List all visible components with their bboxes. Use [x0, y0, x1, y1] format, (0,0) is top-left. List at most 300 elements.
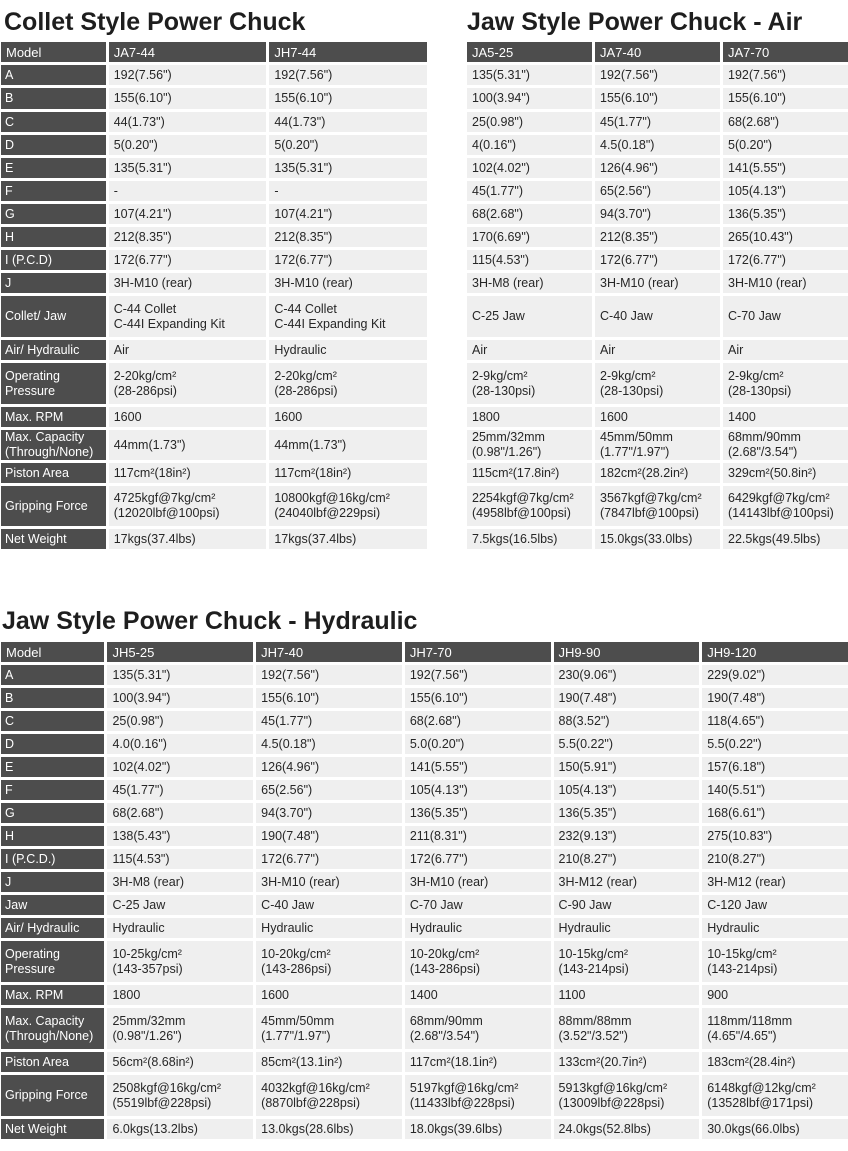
cell-text-line: 170(6.69") — [472, 229, 530, 244]
table-cell — [107, 872, 253, 892]
table-cell — [405, 985, 551, 1005]
cell-text-line: 3H-M10 (rear) — [113, 275, 193, 290]
row-label — [1, 849, 104, 869]
cell-text-line: 155(6.10") — [113, 91, 172, 105]
table-cell — [702, 849, 848, 869]
cell-text-line: F — [5, 183, 13, 198]
cell-text-line: 17kgs(37.4lbs) — [274, 531, 357, 546]
cell-text-line: 45(1.77") — [112, 782, 164, 797]
table-cell — [723, 363, 848, 404]
table-cell — [554, 918, 700, 938]
table-cell — [107, 1052, 253, 1072]
cell-text-line: 155(6.10") — [274, 91, 333, 105]
table-cell — [702, 1052, 848, 1072]
cell-text-line: 3H-M10 (rear) — [261, 874, 340, 889]
cell-text-line: (143-357psi) — [112, 961, 183, 976]
table-row — [467, 158, 848, 178]
cell-text-line: 68(2.68") — [112, 805, 164, 820]
table-cell — [467, 112, 592, 132]
table-cell — [256, 757, 402, 777]
table-cell — [554, 688, 700, 708]
table-cell — [702, 757, 848, 777]
table-row — [1, 273, 427, 293]
table-cell — [467, 250, 592, 270]
cell-text-line: 4.5(0.18") — [600, 137, 655, 152]
table-cell — [256, 803, 402, 823]
table-cell — [554, 985, 700, 1005]
table-cell — [595, 296, 720, 337]
table-row — [1, 849, 848, 869]
cell-text-line: 100(3.94") — [112, 690, 171, 705]
table-row — [1, 734, 848, 754]
cell-text-line: 192(7.56") — [113, 67, 172, 82]
cell-text-line: Max. Capacity — [5, 430, 85, 444]
row-label — [1, 1075, 104, 1116]
cell-text-line: F — [5, 782, 13, 797]
cell-text-line: 155(6.10") — [261, 690, 320, 705]
table-row — [1, 88, 427, 109]
table-cell — [554, 803, 700, 823]
row-label — [1, 734, 104, 754]
table-cell — [109, 340, 267, 360]
cell-text-line: (28-130psi) — [600, 383, 664, 398]
table-cell — [107, 665, 253, 685]
table-row — [1, 135, 427, 155]
cell-text-line: H — [5, 828, 15, 843]
cell-text-line: (11433lbf@228psi) — [409, 1095, 515, 1110]
table-cell — [554, 826, 700, 846]
cell-text-line: 45(1.77") — [261, 713, 313, 728]
cell-text-line: 5.5(0.22") — [707, 736, 762, 751]
table-cell — [269, 463, 427, 483]
table-row — [467, 463, 848, 483]
model-column-header: JH5-25 — [107, 642, 253, 662]
cell-text-line: (143-286psi) — [409, 961, 481, 976]
table-cell — [723, 529, 848, 549]
table-cell — [595, 135, 720, 155]
cell-text-line: Pressure — [5, 383, 56, 398]
cell-text-line: 5.0(0.20") — [409, 736, 465, 751]
table-cell — [723, 273, 848, 293]
cell-text-line: Pressure — [5, 961, 56, 976]
cell-text-line: 3H-M8 (rear) — [472, 275, 544, 290]
cell-text-line: Operating — [5, 368, 60, 383]
table-cell — [702, 985, 848, 1005]
cell-text-line: 192(7.56") — [261, 667, 320, 682]
row-label — [1, 463, 106, 483]
cell-text-line: 5(0.20") — [113, 137, 158, 152]
model-column-header: JH9-120 — [702, 642, 848, 662]
cell-text-line: 232(9.13") — [558, 828, 617, 843]
cell-text-line: 3H-M12 (rear) — [558, 874, 638, 889]
cell-text-line: 15.0kgs(33.0lbs) — [600, 531, 693, 546]
cell-text-line: 3H-M10 (rear) — [274, 275, 353, 290]
table-cell — [702, 895, 848, 915]
table-cell — [405, 849, 551, 869]
table-cell — [405, 803, 551, 823]
table-cell — [723, 65, 848, 85]
table-cell — [723, 430, 848, 460]
air-section-title: Jaw Style Power Chuck - Air — [467, 8, 803, 36]
table-cell — [256, 941, 402, 982]
table-cell — [107, 1075, 253, 1116]
cell-text-line: Hydraulic — [261, 920, 314, 935]
cell-text-line: J — [5, 275, 12, 290]
cell-text-line: 30.0kgs(66.0lbs) — [707, 1121, 800, 1136]
cell-text-line: (Through/None) — [5, 1028, 94, 1043]
table-cell — [467, 181, 592, 201]
cell-text-line: (143-214psi) — [707, 961, 778, 976]
cell-text-line: 68(2.68") — [728, 114, 779, 129]
cell-text-line: 1100 — [558, 987, 586, 1002]
table-cell — [405, 1119, 551, 1139]
table-header-row — [1, 642, 848, 662]
table-cell — [702, 734, 848, 754]
table-cell — [107, 688, 253, 708]
table-row — [467, 407, 848, 427]
cell-text-line: Air/ Hydraulic — [5, 342, 80, 357]
cell-text-line: C — [5, 713, 15, 728]
cell-text-line: Hydraulic — [274, 342, 327, 357]
cell-text-line: Collet/ Jaw — [5, 309, 67, 323]
table-cell — [702, 826, 848, 846]
table-cell — [405, 780, 551, 800]
collet-spec-table — [0, 39, 430, 552]
row-label — [1, 65, 106, 85]
table-cell — [554, 1008, 700, 1049]
cell-text-line: Piston Area — [5, 465, 69, 480]
cell-text-line: 210(8.27") — [707, 851, 766, 866]
row-label — [1, 204, 106, 224]
cell-text-line: 17kgs(37.4lbs) — [113, 531, 196, 546]
cell-text-line: 10-15kg/cm² — [558, 946, 629, 961]
table-cell — [702, 688, 848, 708]
cell-text-line: 141(5.55") — [728, 160, 786, 175]
table-row — [467, 340, 848, 360]
table-cell — [554, 711, 700, 731]
table-cell — [109, 463, 267, 483]
table-cell — [109, 296, 267, 337]
table-cell — [107, 711, 253, 731]
table-row — [1, 985, 848, 1005]
model-column-header: JH9-90 — [554, 642, 700, 662]
cell-text-line: 5(0.20") — [728, 137, 773, 152]
cell-text-line: 192(7.56") — [600, 67, 658, 82]
cell-text-line: 115(4.53") — [112, 851, 170, 866]
table-row — [1, 296, 427, 337]
table-cell — [467, 296, 592, 337]
table-cell — [595, 486, 720, 526]
cell-text-line: 88mm/88mm — [558, 1013, 632, 1028]
cell-text-line: C-40 Jaw — [261, 897, 314, 912]
table-cell — [107, 849, 253, 869]
cell-text-line: D — [5, 137, 15, 152]
cell-text-line: 5(0.20") — [274, 137, 319, 152]
cell-text-line: C-70 Jaw — [409, 897, 463, 912]
row-label — [1, 340, 106, 360]
cell-text-line: 6.0kgs(13.2lbs) — [112, 1121, 198, 1136]
table-cell — [554, 941, 700, 982]
cell-text-line: (Through/None) — [5, 445, 94, 459]
cell-text-line: (3.52"/3.52") — [558, 1028, 628, 1043]
table-cell — [723, 204, 848, 224]
cell-text-line: 135(5.31") — [274, 160, 333, 175]
cell-text-line: 172(6.77") — [728, 252, 786, 267]
table-cell — [109, 65, 267, 85]
table-row — [1, 780, 848, 800]
table-cell — [467, 407, 592, 427]
table-cell — [467, 340, 592, 360]
table-cell — [107, 780, 253, 800]
table-cell — [109, 135, 267, 155]
table-row — [1, 688, 848, 708]
cell-text-line: (5519lbf@228psi) — [112, 1095, 212, 1110]
table-cell — [269, 65, 427, 85]
cell-text-line: 230(9.06") — [558, 667, 617, 682]
cell-text-line: 44(1.73") — [113, 114, 165, 129]
table-cell — [554, 757, 700, 777]
cell-text-line: (2.68"/3.54") — [409, 1028, 480, 1043]
cell-text-line: 190(7.48") — [707, 690, 766, 705]
table-row — [467, 135, 848, 155]
row-label — [1, 112, 106, 132]
cell-text-line: C — [5, 114, 15, 129]
cell-text-line: (0.98"/1.26") — [112, 1028, 182, 1043]
cell-text-line: 150(5.91") — [558, 759, 617, 774]
cell-text-line: 1800 — [472, 409, 500, 424]
cell-text-line: 172(6.77") — [409, 851, 468, 866]
cell-text-line: 133cm²(20.7in²) — [558, 1054, 647, 1069]
table-row — [467, 112, 848, 132]
row-label — [1, 711, 104, 731]
cell-text-line: 172(6.77") — [261, 851, 320, 866]
cell-text-line: 6148kgf@12kg/cm² — [707, 1080, 816, 1095]
table-cell — [109, 181, 267, 201]
table-row — [1, 430, 427, 460]
cell-text-line: 126(4.96") — [261, 759, 320, 774]
table-row — [467, 65, 848, 85]
cell-text-line: 135(5.31") — [112, 667, 171, 682]
cell-text-line: 44(1.73") — [274, 114, 326, 129]
row-label — [1, 872, 104, 892]
table-cell — [107, 985, 253, 1005]
table-cell — [109, 227, 267, 247]
row-label — [1, 1119, 104, 1139]
cell-text-line: 102(4.02") — [112, 759, 171, 774]
table-cell — [723, 340, 848, 360]
cell-text-line: G — [5, 805, 15, 820]
table-row — [1, 1119, 848, 1139]
table-cell — [554, 1119, 700, 1139]
cell-text-line: C-90 Jaw — [558, 897, 612, 912]
cell-text-line: 3H-M8 (rear) — [112, 874, 185, 889]
cell-text-line: 2-20kg/cm² — [274, 368, 337, 383]
cell-text-line: (1.77"/1.97") — [600, 445, 670, 459]
row-label — [1, 688, 104, 708]
cell-text-line: Air — [472, 342, 488, 357]
cell-text-line: 136(5.35") — [409, 805, 468, 820]
cell-text-line: 136(5.35") — [558, 805, 617, 820]
cell-text-line: (4.65"/4.65") — [707, 1028, 777, 1043]
cell-text-line: 172(6.77") — [113, 252, 172, 267]
table-cell — [256, 895, 402, 915]
row-label — [1, 363, 106, 404]
table-cell — [269, 112, 427, 132]
table-cell — [107, 918, 253, 938]
cell-text-line: 10-20kg/cm² — [409, 946, 480, 961]
table-row — [1, 204, 427, 224]
cell-text-line: 275(10.83") — [707, 828, 773, 843]
table-row — [1, 895, 848, 915]
cell-text-line: Net Weight — [5, 1121, 67, 1136]
cell-text-line: (12020lbf@100psi) — [113, 506, 220, 520]
cell-text-line: C-25 Jaw — [112, 897, 166, 912]
cell-text-line: Net Weight — [5, 531, 67, 546]
table-cell — [723, 158, 848, 178]
cell-text-line: 10-20kg/cm² — [261, 946, 331, 961]
cell-text-line: 4.5(0.18") — [261, 736, 316, 751]
table-cell — [702, 872, 848, 892]
cell-text-line: 135(5.31") — [113, 160, 172, 175]
cell-text-line: (7847lbf@100psi) — [600, 506, 699, 520]
table-cell — [467, 529, 592, 549]
cell-text-line: C-44 Collet — [274, 301, 337, 316]
cell-text-line: 3H-M12 (rear) — [707, 874, 786, 889]
cell-text-line: D — [5, 736, 15, 751]
cell-text-line: 105(4.13") — [558, 782, 617, 797]
table-row — [1, 486, 427, 526]
table-cell — [269, 340, 427, 360]
cell-text-line: 18.0kgs(39.6lbs) — [409, 1121, 503, 1136]
table-cell — [256, 1119, 402, 1139]
table-cell — [256, 849, 402, 869]
table-cell — [467, 273, 592, 293]
row-label — [1, 135, 106, 155]
air-spec-table — [464, 39, 848, 552]
table-cell — [702, 1008, 848, 1049]
cell-text-line: 126(4.96") — [600, 160, 658, 175]
table-cell — [595, 250, 720, 270]
cell-text-line: Piston Area — [5, 1054, 69, 1069]
cell-text-line: 155(6.10") — [600, 91, 658, 105]
table-cell — [256, 826, 402, 846]
cell-text-line: 24.0kgs(52.8lbs) — [558, 1121, 651, 1136]
cell-text-line: Gripping Force — [5, 498, 88, 513]
cell-text-line: (28-286psi) — [113, 383, 177, 398]
table-row — [1, 1075, 848, 1116]
table-cell — [256, 918, 402, 938]
table-cell — [723, 181, 848, 201]
cell-text-line: H — [5, 229, 15, 244]
table-cell — [107, 803, 253, 823]
cell-text-line: C-40 Jaw — [600, 309, 653, 323]
model-column-header: JH7-40 — [256, 642, 402, 662]
cell-text-line: 94(3.70") — [261, 805, 313, 820]
row-label — [1, 250, 106, 270]
cell-text-line: 107(4.21") — [113, 206, 172, 221]
cell-text-line: 172(6.77") — [274, 252, 333, 267]
cell-text-line: J — [5, 874, 12, 889]
row-label — [1, 181, 106, 201]
table-cell — [405, 895, 551, 915]
cell-text-line: 10-25kg/cm² — [112, 946, 182, 961]
model-column-header: JA5-25 — [467, 42, 592, 62]
table-cell — [256, 1052, 402, 1072]
cell-text-line: 168(6.61") — [707, 805, 766, 820]
table-cell — [405, 872, 551, 892]
table-cell — [107, 757, 253, 777]
table-cell — [405, 688, 551, 708]
table-cell — [109, 430, 267, 460]
row-label — [1, 158, 106, 178]
table-cell — [107, 1119, 253, 1139]
table-cell — [269, 250, 427, 270]
cell-text-line: (24040lbf@229psi) — [274, 506, 381, 520]
table-cell — [554, 665, 700, 685]
table-row — [1, 665, 848, 685]
table-cell — [554, 895, 700, 915]
table-cell — [405, 711, 551, 731]
table-cell — [109, 88, 267, 109]
table-cell — [723, 296, 848, 337]
cell-text-line: 1600 — [261, 987, 289, 1002]
cell-text-line: 140(5.51") — [707, 782, 766, 797]
table-cell — [405, 665, 551, 685]
table-cell — [702, 665, 848, 685]
cell-text-line: 94(3.70") — [600, 206, 651, 221]
cell-text-line: 3H-M10 (rear) — [600, 275, 679, 290]
table-cell — [595, 363, 720, 404]
table-cell — [405, 1075, 551, 1116]
model-column-header: JH7-44 — [269, 42, 427, 62]
table-cell — [256, 1008, 402, 1049]
table-cell — [109, 486, 267, 526]
cell-text-line: 68mm/90mm — [728, 430, 801, 444]
table-cell — [269, 407, 427, 427]
cell-text-line: 107(4.21") — [274, 206, 333, 221]
row-label — [1, 1008, 104, 1049]
cell-text-line: (0.98"/1.26") — [472, 445, 542, 459]
table-row — [1, 1008, 848, 1049]
cell-text-line: 45(1.77") — [600, 114, 651, 129]
cell-text-line: 2-9kg/cm² — [472, 368, 528, 383]
table-row — [1, 250, 427, 270]
cell-text-line: 65(2.56") — [600, 183, 651, 198]
table-cell — [595, 273, 720, 293]
table-cell — [702, 1075, 848, 1116]
cell-text-line: 115(4.53") — [472, 252, 530, 267]
cell-text-line: (8870lbf@228psi) — [261, 1095, 361, 1110]
cell-text-line: 25mm/32mm — [472, 430, 545, 444]
cell-text-line: 4.0(0.16") — [112, 736, 167, 751]
table-row — [1, 463, 427, 483]
table-cell — [595, 158, 720, 178]
table-cell — [554, 734, 700, 754]
cell-text-line: Gripping Force — [5, 1088, 88, 1102]
cell-text-line: 2-9kg/cm² — [600, 368, 656, 383]
cell-text-line: 136(5.35") — [728, 206, 786, 221]
cell-text-line: 22.5kgs(49.5lbs) — [728, 531, 821, 546]
cell-text-line: C-44I Expanding Kit — [274, 316, 386, 331]
cell-text-line: 4032kgf@16kg/cm² — [261, 1080, 370, 1095]
row-label — [1, 529, 106, 549]
cell-text-line: 5197kgf@16kg/cm² — [409, 1080, 519, 1095]
table-cell — [723, 463, 848, 483]
cell-text-line: 212(8.35") — [600, 229, 658, 244]
cell-text-line: 3H-M10 (rear) — [409, 874, 489, 889]
cell-text-line: A — [5, 667, 14, 682]
table-cell — [107, 734, 253, 754]
